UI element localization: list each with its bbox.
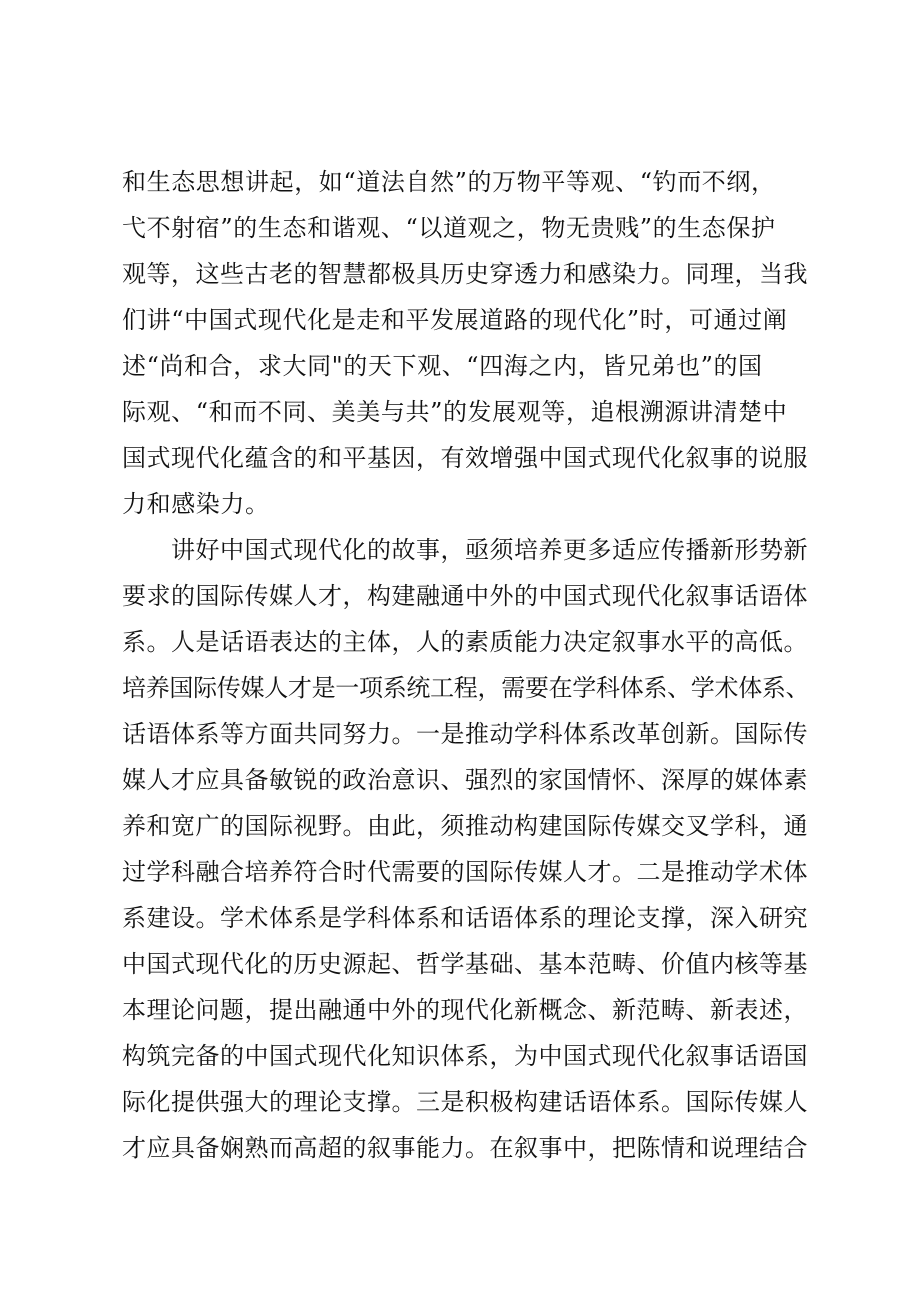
text-line: 养和宽广的国际视野。由此，须推动构建国际传媒交叉学科，通	[122, 812, 808, 840]
text-line: 和生态思想讲起，如“道法自然”的万物平等观、“钓而不纲，	[122, 168, 776, 196]
text-line: 们讲“中国式现代化是走和平发展道路的现代化”时，可通过阐	[122, 306, 788, 334]
text-line-indented: 讲好中国式现代化的故事，亟须培养更多适应传播新形势新	[171, 536, 808, 564]
text-line: 观等，这些古老的智慧都极具历史穿透力和感染力。同理，当我	[122, 260, 808, 288]
body-text	[122, 159, 810, 1171]
text-line: 弋不射宿”的生态和谐观、“以道观之，物无贵贱”的生态保护	[122, 214, 776, 242]
text-line: 构筑完备的中国式现代化知识体系，为中国式现代化叙事话语国	[122, 1042, 808, 1070]
text-line: 力和感染力。	[122, 490, 270, 518]
text-line: 际化提供强大的理论支撑。三是积极构建话语体系。国际传媒人	[122, 1088, 808, 1116]
text-line: 培养国际传媒人才是一项系统工程，需要在学科体系、学术体系、	[122, 674, 810, 702]
text-line: 述“尚和合，求大同"的天下观、“四海之内，皆兄弟也”的国	[122, 352, 763, 380]
text-line: 过学科融合培养符合时代需要的国际传媒人才。二是推动学术体	[122, 858, 808, 886]
text-line: 系建设。学术体系是学科体系和话语体系的理论支撑，深入研究	[122, 904, 808, 932]
text-line: 中国式现代化的历史源起、哲学基础、基本范畴、价值内核等基	[122, 950, 808, 978]
text-line: 要求的国际传媒人才，构建融通中外的中国式现代化叙事话语体	[122, 582, 808, 610]
text-line: 才应具备娴熟而高超的叙事能力。在叙事中，把陈情和说理结合	[122, 1134, 808, 1162]
text-line: 话语体系等方面共同努力。一是推动学科体系改革创新。国际传	[122, 720, 808, 748]
paragraph-2	[122, 527, 810, 1171]
text-line: 系。人是话语表达的主体，人的素质能力决定叙事水平的高低。	[122, 628, 808, 656]
text-line: 本理论问题，提出融通中外的现代化新概念、新范畴、新表述，	[122, 996, 808, 1024]
paragraph-1	[122, 159, 810, 527]
text-line: 国式现代化蕴含的和平基因，有效增强中国式现代化叙事的说服	[122, 444, 808, 472]
text-line: 际观、“和而不同、美美与共”的发展观等，追根溯源讲清楚中	[122, 398, 788, 426]
text-line: 媒人才应具备敏锐的政治意识、强烈的家国情怀、深厚的媒体素	[122, 766, 808, 794]
